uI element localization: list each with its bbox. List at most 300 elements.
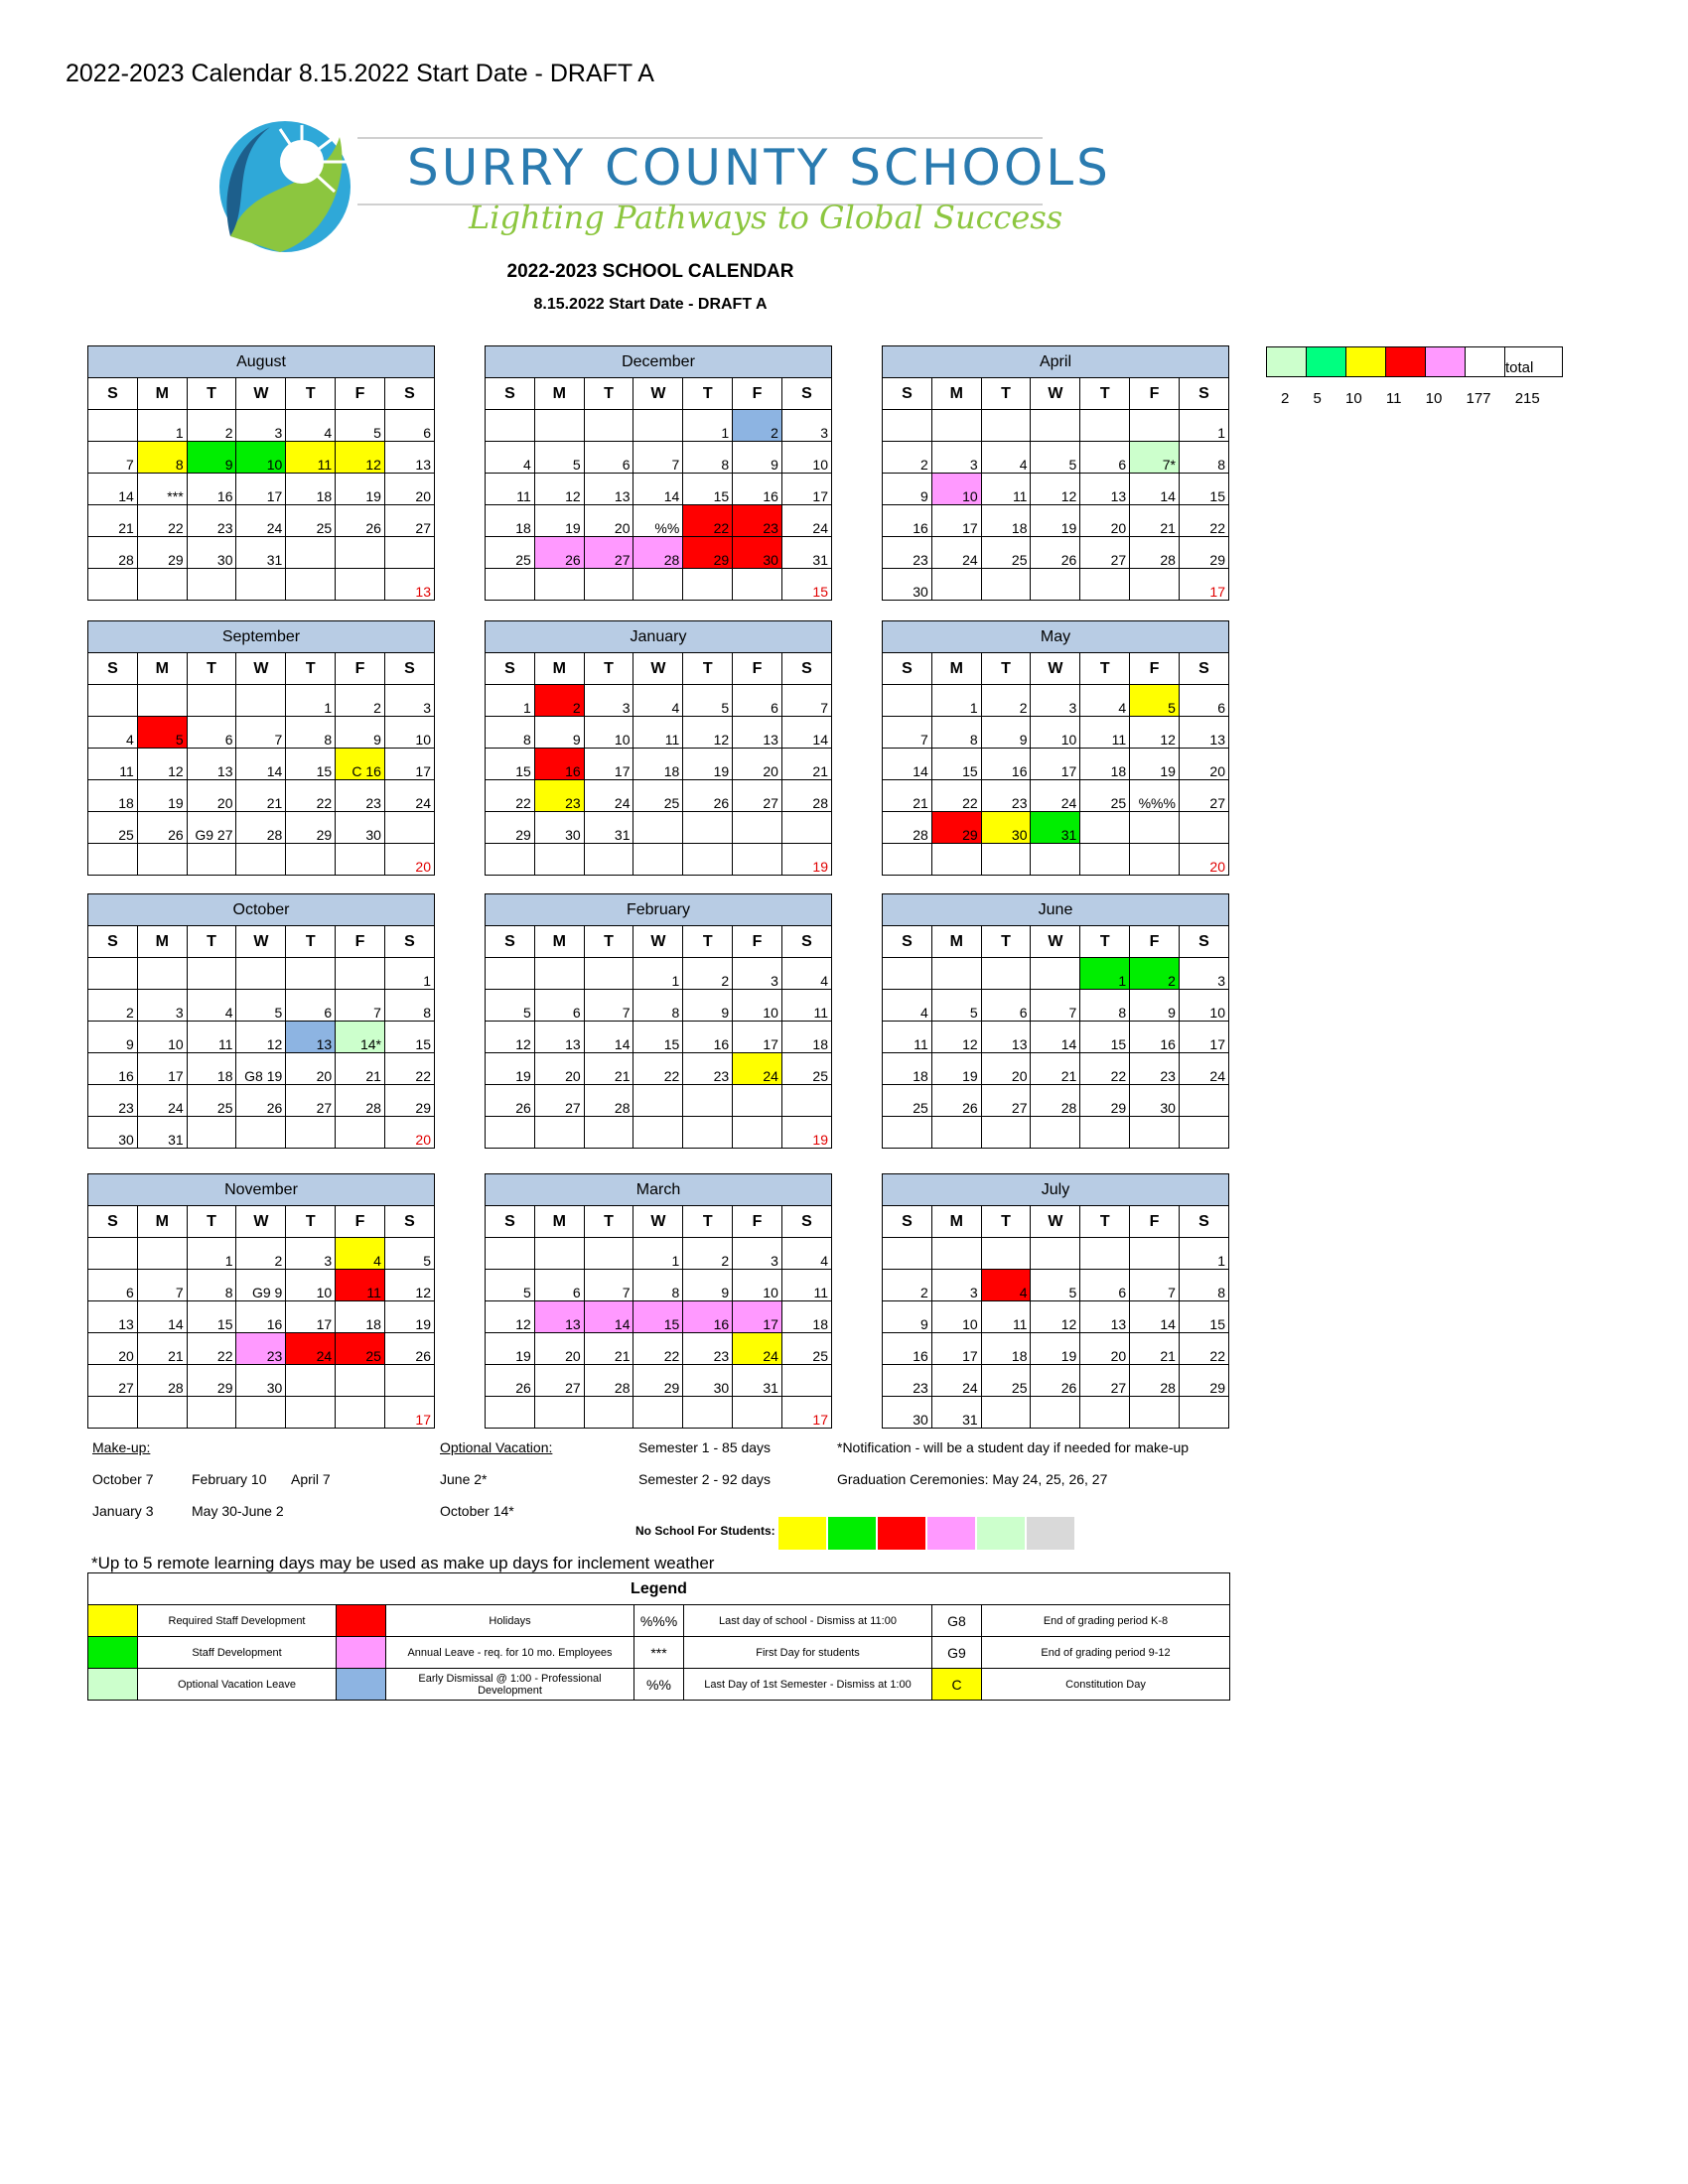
day-cell: 25 xyxy=(981,1365,1031,1397)
day-cell: 21 xyxy=(236,780,286,812)
day-cell: G8 19 xyxy=(236,1053,286,1085)
day-cell xyxy=(781,1085,831,1117)
day-cell: 14 xyxy=(88,474,138,505)
day-cell xyxy=(187,685,236,717)
day-cell xyxy=(137,958,187,990)
count-value: 2 xyxy=(1281,390,1290,407)
day-cell: 7 xyxy=(1031,990,1080,1022)
day-cell: 4 xyxy=(633,685,683,717)
weekday-header: T xyxy=(981,1206,1031,1238)
day-cell xyxy=(534,844,584,876)
weekday-header: S xyxy=(88,378,138,410)
day-cell: 11 xyxy=(336,1270,385,1301)
day-cell: 17 xyxy=(1031,749,1080,780)
weekday-header: T xyxy=(286,653,336,685)
day-cell: 17 xyxy=(384,749,434,780)
day-cell xyxy=(486,410,535,442)
day-cell: 20 xyxy=(384,474,434,505)
day-cell: 14 xyxy=(137,1301,187,1333)
weekday-header: S xyxy=(781,378,831,410)
day-cell: 25 xyxy=(486,537,535,569)
day-cell: 11 xyxy=(88,749,138,780)
day-cell: 4 xyxy=(486,442,535,474)
day-cell: 25 xyxy=(187,1085,236,1117)
makeup-label: Make-up: xyxy=(92,1439,151,1455)
day-cell: 3 xyxy=(1179,958,1228,990)
day-cell: 14* xyxy=(336,1022,385,1053)
day-cell: 12 xyxy=(486,1022,535,1053)
day-cell: 11 xyxy=(187,1022,236,1053)
day-cell xyxy=(1130,812,1180,844)
day-cell: 31 xyxy=(733,1365,782,1397)
day-cell xyxy=(88,569,138,601)
day-cell: 26 xyxy=(1031,537,1080,569)
weekday-header: S xyxy=(384,378,434,410)
month-total: 19 xyxy=(781,1117,831,1149)
day-cell: 9 xyxy=(883,474,932,505)
day-cell: 23 xyxy=(187,505,236,537)
swatch xyxy=(926,1516,976,1551)
day-cell: 3 xyxy=(286,1238,336,1270)
day-cell: 6 xyxy=(1080,442,1130,474)
day-cell: 10 xyxy=(286,1270,336,1301)
day-cell xyxy=(534,569,584,601)
day-cell: 13 xyxy=(1179,717,1228,749)
day-cell xyxy=(286,537,336,569)
day-cell xyxy=(88,685,138,717)
day-cell: 16 xyxy=(88,1053,138,1085)
day-cell: 15 xyxy=(187,1301,236,1333)
day-cell: 7 xyxy=(88,442,138,474)
day-cell: 3 xyxy=(236,410,286,442)
month-total: 20 xyxy=(384,844,434,876)
weekday-header: F xyxy=(733,926,782,958)
day-cell: 10 xyxy=(733,990,782,1022)
month-total: 13 xyxy=(384,569,434,601)
day-cell: 19 xyxy=(1031,1333,1080,1365)
day-cell: 31 xyxy=(137,1117,187,1149)
day-cell: 14 xyxy=(584,1022,633,1053)
day-cell: 1 xyxy=(486,685,535,717)
month-august xyxy=(87,345,435,601)
weekday-header: W xyxy=(236,378,286,410)
day-cell xyxy=(137,569,187,601)
month-total: 17 xyxy=(1179,569,1228,601)
day-cell: 5 xyxy=(1130,685,1180,717)
day-cell: 18 xyxy=(336,1301,385,1333)
vacation-date: June 2* xyxy=(440,1471,488,1487)
weekday-header: S xyxy=(486,653,535,685)
day-cell: 12 xyxy=(683,717,733,749)
month-name: April xyxy=(883,346,1229,378)
day-cell xyxy=(733,569,782,601)
legend-code: %% xyxy=(634,1669,684,1701)
day-cell xyxy=(883,844,932,876)
day-cell: 15 xyxy=(486,749,535,780)
day-cell: 5 xyxy=(384,1238,434,1270)
count-value: 215 xyxy=(1514,390,1540,407)
day-cell: 13 xyxy=(981,1022,1031,1053)
legend-code: C xyxy=(932,1669,982,1701)
weekday-header: W xyxy=(633,378,683,410)
day-cell xyxy=(883,1238,932,1270)
day-cell: 4 xyxy=(781,1238,831,1270)
day-cell: 1 xyxy=(633,958,683,990)
day-cell: 18 xyxy=(187,1053,236,1085)
day-cell: 10 xyxy=(137,1022,187,1053)
page-title: 2022-2023 Calendar 8.15.2022 Start Date - DRAFT A xyxy=(66,60,654,87)
day-cell: 4 xyxy=(1080,685,1130,717)
day-cell: 6 xyxy=(534,990,584,1022)
day-cell: 29 xyxy=(137,537,187,569)
day-cell: 2 xyxy=(733,410,782,442)
day-cell: 8 xyxy=(486,717,535,749)
day-cell: 20 xyxy=(88,1333,138,1365)
weekday-header: W xyxy=(1031,378,1080,410)
day-cell: 18 xyxy=(633,749,683,780)
day-cell: 24 xyxy=(931,1365,981,1397)
day-cell: 11 xyxy=(781,990,831,1022)
day-cell xyxy=(88,844,138,876)
day-cell xyxy=(981,410,1031,442)
day-cell: 28 xyxy=(1031,1085,1080,1117)
day-cell: 31 xyxy=(1031,812,1080,844)
day-cell: 4 xyxy=(883,990,932,1022)
legend-code: %%% xyxy=(634,1605,684,1637)
day-cell xyxy=(336,1117,385,1149)
day-cell xyxy=(981,844,1031,876)
swatch xyxy=(877,1516,926,1551)
day-cell: 17 xyxy=(137,1053,187,1085)
day-cell: 16 xyxy=(236,1301,286,1333)
day-cell: 5 xyxy=(336,410,385,442)
day-cell: 22 xyxy=(1080,1053,1130,1085)
month-name: August xyxy=(88,346,435,378)
day-cell: 8 xyxy=(633,1270,683,1301)
day-cell xyxy=(236,1397,286,1429)
day-cell: 13 xyxy=(286,1022,336,1053)
day-cell: 23 xyxy=(236,1333,286,1365)
weekday-header: S xyxy=(486,1206,535,1238)
day-cell xyxy=(733,1117,782,1149)
day-cell: 31 xyxy=(931,1397,981,1429)
day-cell xyxy=(1130,569,1180,601)
day-cell xyxy=(336,537,385,569)
day-cell: 8 xyxy=(286,717,336,749)
legend-label: End of grading period 9-12 xyxy=(982,1637,1230,1669)
weekday-header: S xyxy=(883,653,932,685)
day-cell xyxy=(236,844,286,876)
day-cell: 29 xyxy=(187,1365,236,1397)
day-cell: 8 xyxy=(187,1270,236,1301)
day-cell: 13 xyxy=(733,717,782,749)
day-cell: 12 xyxy=(336,442,385,474)
legend-label: Last Day of 1st Semester - Dismiss at 1:00 xyxy=(684,1669,932,1701)
day-cell: 12 xyxy=(931,1022,981,1053)
day-cell xyxy=(633,569,683,601)
day-cell: 14 xyxy=(1130,474,1180,505)
day-cell: 30 xyxy=(883,1397,932,1429)
day-cell: 29 xyxy=(384,1085,434,1117)
day-cell xyxy=(683,844,733,876)
day-cell: 23 xyxy=(683,1333,733,1365)
day-cell: 23 xyxy=(336,780,385,812)
weekday-header: W xyxy=(633,926,683,958)
weekday-header: F xyxy=(733,378,782,410)
day-cell: 7 xyxy=(781,685,831,717)
day-cell: 9 xyxy=(336,717,385,749)
month-june xyxy=(882,893,1229,1149)
day-cell: 21 xyxy=(1130,505,1180,537)
day-cell xyxy=(781,1365,831,1397)
day-cell: 15 xyxy=(931,749,981,780)
day-cell: 14 xyxy=(1031,1022,1080,1053)
day-cell: 30 xyxy=(733,537,782,569)
day-cell xyxy=(336,1365,385,1397)
day-cell: 1 xyxy=(187,1238,236,1270)
day-cell: 15 xyxy=(384,1022,434,1053)
day-cell xyxy=(286,958,336,990)
day-cell: 21 xyxy=(883,780,932,812)
day-cell xyxy=(981,1238,1031,1270)
day-cell: 11 xyxy=(486,474,535,505)
day-cell: 20 xyxy=(534,1333,584,1365)
day-cell xyxy=(931,410,981,442)
day-cell: 20 xyxy=(187,780,236,812)
day-cell xyxy=(1130,1117,1180,1149)
day-cell: G9 9 xyxy=(236,1270,286,1301)
day-cell: 2 xyxy=(1130,958,1180,990)
day-cell xyxy=(286,1117,336,1149)
day-cell xyxy=(534,1238,584,1270)
weekday-header: F xyxy=(733,653,782,685)
weekday-header: W xyxy=(236,926,286,958)
day-cell: 1 xyxy=(384,958,434,990)
month-name: July xyxy=(883,1174,1229,1206)
day-cell: 28 xyxy=(781,780,831,812)
day-cell: 17 xyxy=(1179,1022,1228,1053)
day-cell: 24 xyxy=(584,780,633,812)
day-cell: 9 xyxy=(981,717,1031,749)
day-cell xyxy=(137,844,187,876)
weekday-header: T xyxy=(1080,926,1130,958)
swatch xyxy=(1026,1516,1075,1551)
day-cell: G9 27 xyxy=(187,812,236,844)
day-cell: 30 xyxy=(883,569,932,601)
day-cell xyxy=(883,958,932,990)
day-cell: 12 xyxy=(534,474,584,505)
day-cell xyxy=(584,410,633,442)
weekday-header: W xyxy=(236,1206,286,1238)
day-cell: 3 xyxy=(781,410,831,442)
day-cell: 10 xyxy=(733,1270,782,1301)
day-cell: 20 xyxy=(1080,505,1130,537)
day-cell: 24 xyxy=(733,1333,782,1365)
day-cell: 31 xyxy=(781,537,831,569)
day-cell: 13 xyxy=(584,474,633,505)
day-cell: 28 xyxy=(584,1365,633,1397)
day-cell xyxy=(584,1238,633,1270)
weekday-header: M xyxy=(534,926,584,958)
month-total: 15 xyxy=(781,569,831,601)
day-cell: 21 xyxy=(336,1053,385,1085)
day-cell: 17 xyxy=(931,1333,981,1365)
day-cell: 26 xyxy=(931,1085,981,1117)
day-cell: 29 xyxy=(1179,1365,1228,1397)
count-value: 177 xyxy=(1466,390,1491,407)
weekday-header: T xyxy=(286,1206,336,1238)
calendar-subtitle: 8.15.2022 Start Date - DRAFT A xyxy=(533,296,768,313)
day-cell: 11 xyxy=(981,1301,1031,1333)
day-cell: 18 xyxy=(486,505,535,537)
day-cell: 15 xyxy=(633,1301,683,1333)
day-cell xyxy=(187,1117,236,1149)
day-cell xyxy=(981,1117,1031,1149)
weekday-header: S xyxy=(1179,926,1228,958)
day-cell: 28 xyxy=(883,812,932,844)
day-cell: 28 xyxy=(137,1365,187,1397)
weekday-header: F xyxy=(1130,378,1180,410)
day-cell xyxy=(781,812,831,844)
day-cell: 18 xyxy=(981,1333,1031,1365)
day-cell xyxy=(683,1085,733,1117)
day-cell: 20 xyxy=(981,1053,1031,1085)
day-cell: 1 xyxy=(1179,1238,1228,1270)
day-cell: 7* xyxy=(1130,442,1180,474)
month-total: 17 xyxy=(781,1397,831,1429)
day-cell xyxy=(486,1238,535,1270)
month-total: 17 xyxy=(384,1397,434,1429)
remote-learning-note: *Up to 5 remote learning days may be used as make up days for inclement weather xyxy=(91,1554,715,1572)
day-cell: 1 xyxy=(683,410,733,442)
day-cell: 9 xyxy=(683,990,733,1022)
weekday-header: M xyxy=(931,653,981,685)
day-cell: 12 xyxy=(486,1301,535,1333)
day-cell: 8 xyxy=(137,442,187,474)
day-cell: 10 xyxy=(384,717,434,749)
day-cell xyxy=(1080,812,1130,844)
day-cell xyxy=(633,1085,683,1117)
day-cell: 30 xyxy=(187,537,236,569)
day-cell: 27 xyxy=(286,1085,336,1117)
day-cell: 30 xyxy=(236,1365,286,1397)
legend-code: G8 xyxy=(932,1605,982,1637)
day-cell: %% xyxy=(633,505,683,537)
day-cell xyxy=(137,1238,187,1270)
day-cell xyxy=(137,685,187,717)
day-cell xyxy=(486,844,535,876)
day-cell: %%% xyxy=(1130,780,1180,812)
legend-swatch xyxy=(337,1605,386,1637)
day-cell: 6 xyxy=(981,990,1031,1022)
day-cell: 22 xyxy=(683,505,733,537)
legend-label: Early Dismissal @ 1:00 - Professional Development xyxy=(386,1669,634,1701)
day-cell xyxy=(1031,1117,1080,1149)
day-cell: 25 xyxy=(981,537,1031,569)
day-cell xyxy=(384,1365,434,1397)
day-cell: 26 xyxy=(486,1365,535,1397)
day-cell xyxy=(584,1397,633,1429)
weekday-header: S xyxy=(384,926,434,958)
day-cell: 21 xyxy=(137,1333,187,1365)
day-cell: 2 xyxy=(336,685,385,717)
day-cell: 14 xyxy=(1130,1301,1180,1333)
day-cell xyxy=(584,844,633,876)
day-cell: 26 xyxy=(336,505,385,537)
count-values xyxy=(1281,390,1554,407)
legend-code: *** xyxy=(634,1637,684,1669)
vacation-date: October 14* xyxy=(440,1503,514,1519)
month-december xyxy=(485,345,832,601)
day-cell xyxy=(486,569,535,601)
day-cell xyxy=(486,958,535,990)
day-cell xyxy=(286,569,336,601)
day-cell: 27 xyxy=(1080,1365,1130,1397)
weekday-header: S xyxy=(88,926,138,958)
count-swatch xyxy=(1346,347,1386,377)
day-cell xyxy=(88,410,138,442)
day-cell: 6 xyxy=(384,410,434,442)
day-cell: 2 xyxy=(236,1238,286,1270)
day-cell xyxy=(286,1397,336,1429)
weekday-header: T xyxy=(187,653,236,685)
day-cell xyxy=(1130,1238,1180,1270)
month-total: 20 xyxy=(1179,844,1228,876)
day-cell: 18 xyxy=(88,780,138,812)
day-cell: 7 xyxy=(236,717,286,749)
weekday-header: T xyxy=(584,1206,633,1238)
day-cell: 9 xyxy=(88,1022,138,1053)
day-cell: *** xyxy=(137,474,187,505)
day-cell: 24 xyxy=(137,1085,187,1117)
day-cell: 1 xyxy=(633,1238,683,1270)
legend-label: End of grading period K-8 xyxy=(982,1605,1230,1637)
day-cell xyxy=(187,958,236,990)
day-cell: 2 xyxy=(981,685,1031,717)
legend-label: Holidays xyxy=(386,1605,634,1637)
day-cell xyxy=(1080,410,1130,442)
makeup-date: May 30-June 2 xyxy=(192,1503,284,1519)
day-cell: 23 xyxy=(88,1085,138,1117)
day-cell xyxy=(1031,569,1080,601)
day-cell: 14 xyxy=(883,749,932,780)
day-cell: 24 xyxy=(931,537,981,569)
day-cell: 22 xyxy=(633,1053,683,1085)
day-cell xyxy=(236,958,286,990)
day-cell: 26 xyxy=(1031,1365,1080,1397)
day-cell xyxy=(981,569,1031,601)
day-cell: 28 xyxy=(584,1085,633,1117)
day-cell: 30 xyxy=(534,812,584,844)
weekday-header: S xyxy=(781,926,831,958)
day-cell: 22 xyxy=(633,1333,683,1365)
day-cell xyxy=(236,1117,286,1149)
day-cell: 15 xyxy=(286,749,336,780)
day-cell: 15 xyxy=(1179,474,1228,505)
day-cell: 1 xyxy=(1179,410,1228,442)
legend-swatch xyxy=(337,1669,386,1701)
day-cell: 5 xyxy=(1031,1270,1080,1301)
logo-wordmark: SURRY COUNTY SCHOOLS xyxy=(407,139,1111,197)
day-cell: 20 xyxy=(1179,749,1228,780)
legend-code: G9 xyxy=(932,1637,982,1669)
day-cell: 7 xyxy=(584,990,633,1022)
day-cell: 30 xyxy=(981,812,1031,844)
day-cell xyxy=(683,1397,733,1429)
day-cell: 24 xyxy=(384,780,434,812)
day-cell: 5 xyxy=(931,990,981,1022)
day-cell xyxy=(633,1397,683,1429)
